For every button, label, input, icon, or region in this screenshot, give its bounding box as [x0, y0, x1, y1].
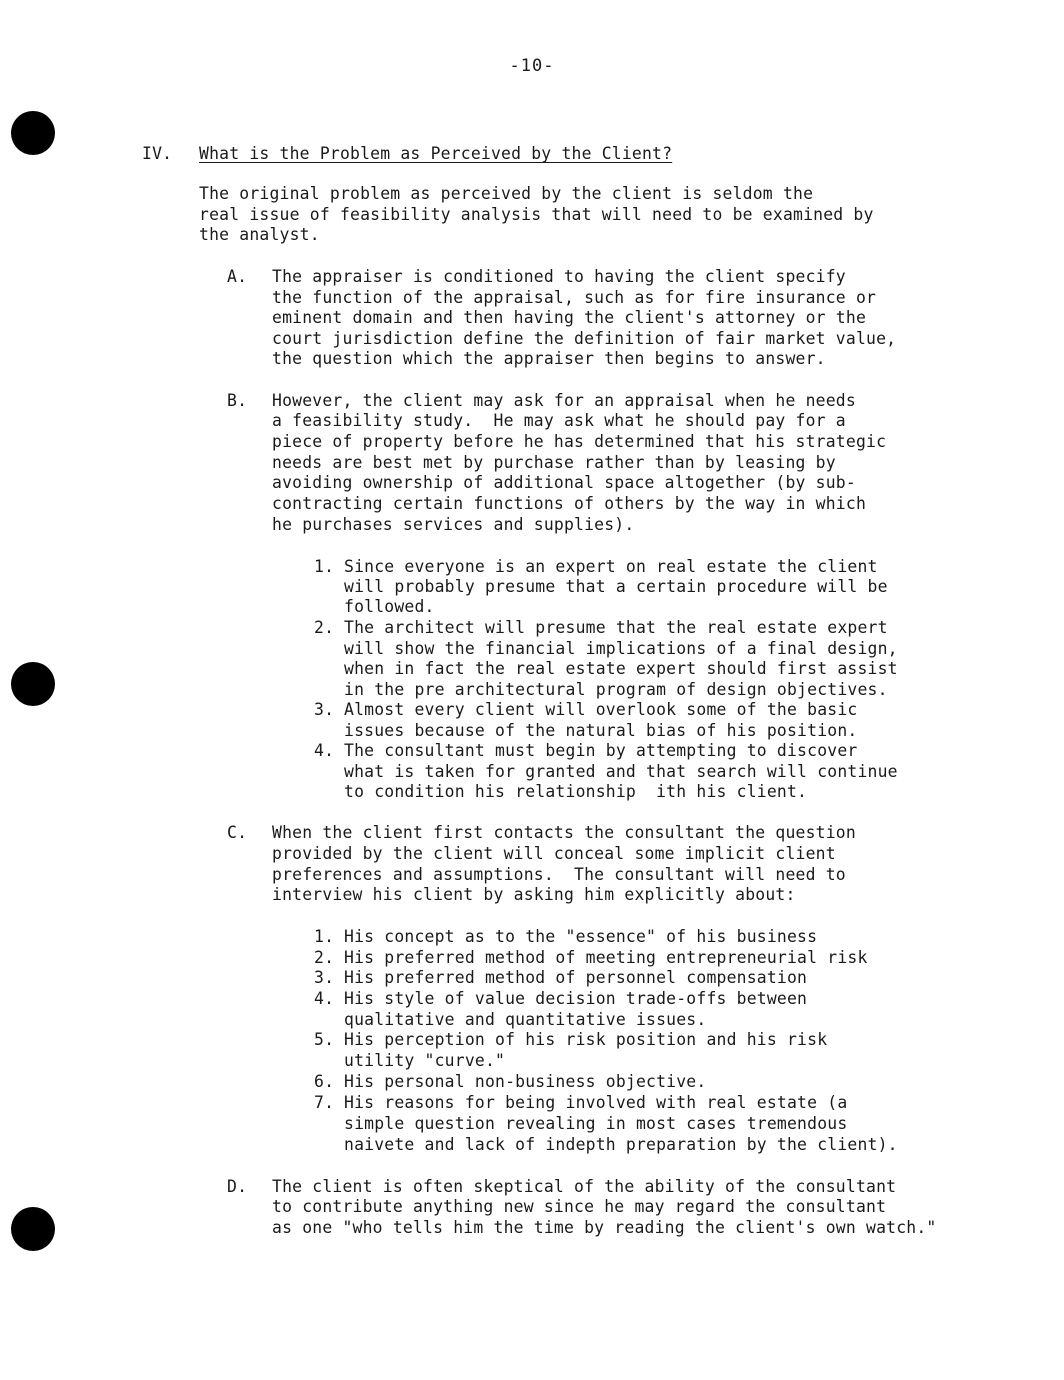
b-subitem-marker: 2. [314, 618, 335, 637]
intro-line: the analyst. [199, 225, 320, 244]
b-subitem-line: will probably presume that a certain procedure will be [344, 577, 888, 596]
section-numeral: IV. [142, 144, 173, 163]
b-subitem-marker: 1. [314, 557, 335, 576]
item-c-marker: C. [227, 823, 248, 842]
item-b-marker: B. [227, 391, 248, 410]
item-d-line: The client is often skeptical of the ability of the consultant [272, 1177, 897, 1196]
b-subitem-line: will show the financial implications of a final design, [344, 639, 898, 658]
item-b-line: a feasibility study. He may ask what he should pay for a [272, 411, 846, 430]
item-c-line: provided by the client will conceal some implicit client [272, 844, 836, 863]
punch-hole [11, 111, 55, 155]
c-subitem-marker: 4. [314, 989, 335, 1008]
item-a-marker: A. [227, 267, 248, 286]
c-subitem-line: His perception of his risk position and his risk [344, 1030, 828, 1049]
item-b-line: avoiding ownership of additional space altogether (by sub- [272, 473, 856, 492]
b-subitem-line: The consultant must begin by attempting to discover [344, 741, 858, 760]
item-a-line: The appraiser is conditioned to having the client specify [272, 267, 846, 286]
c-subitem-marker: 5. [314, 1030, 335, 1049]
c-subitem-line: His reasons for being involved with real estate (a [344, 1093, 848, 1112]
item-d-marker: D. [227, 1177, 248, 1196]
intro-line: real issue of feasibility analysis that will need to be examined by [199, 205, 874, 224]
c-subitem-line: qualitative and quantitative issues. [344, 1010, 707, 1029]
c-subitem-line: His preferred method of meeting entrepreneurial risk [344, 948, 868, 967]
item-b-line: he purchases services and supplies). [272, 515, 635, 534]
c-subitem-line: simple question revealing in most cases tremendous [344, 1114, 848, 1133]
b-subitem-line: Since everyone is an expert on real estate the client [344, 557, 878, 576]
punch-hole [11, 1207, 55, 1251]
b-subitem-line: issues because of the natural bias of his position. [344, 721, 858, 740]
c-subitem-line: His personal non-business objective. [344, 1072, 707, 1091]
item-a-line: the question which the appraiser then begins to answer. [272, 349, 826, 368]
b-subitem-marker: 4. [314, 741, 335, 760]
item-c-line: preferences and assumptions. The consultant will need to [272, 865, 846, 884]
b-subitem-line: to condition his relationship ith his client. [344, 782, 808, 801]
item-b-line: needs are best met by purchase rather than by leasing by [272, 453, 836, 472]
c-subitem-line: His preferred method of personnel compensation [344, 968, 808, 987]
b-subitem-line: what is taken for granted and that search will continue [344, 762, 898, 781]
c-subitem-line: His concept as to the "essence" of his business [344, 927, 818, 946]
b-subitem-line: followed. [344, 597, 435, 616]
item-a-line: the function of the appraisal, such as for fire insurance or [272, 288, 877, 307]
c-subitem-marker: 1. [314, 927, 335, 946]
c-subitem-marker: 3. [314, 968, 335, 987]
item-b-line: However, the client may ask for an appraisal when he needs [272, 391, 856, 410]
c-subitem-line: utility "curve." [344, 1051, 506, 1070]
section-title: What is the Problem as Perceived by the Client? [199, 144, 673, 163]
item-c-line: When the client first contacts the consultant the question [272, 823, 856, 842]
b-subitem-line: in the pre architectural program of design objectives. [344, 680, 888, 699]
intro-line: The original problem as perceived by the client is seldom the [199, 184, 814, 203]
b-subitem-line: The architect will presume that the real estate expert [344, 618, 888, 637]
item-d-line: as one "who tells him the time by reading the client's own watch." [272, 1218, 937, 1237]
item-d-line: to contribute anything new since he may regard the consultant [272, 1197, 887, 1216]
item-a-line: eminent domain and then having the client's attorney or the [272, 308, 867, 327]
item-a-line: court jurisdiction define the definition of fair market value, [272, 329, 897, 348]
c-subitem-marker: 7. [314, 1093, 335, 1112]
item-c-line: interview his client by asking him explicitly about: [272, 885, 796, 904]
c-subitem-line: naivete and lack of indepth preparation by the client). [344, 1135, 898, 1154]
page-number: -10- [509, 56, 555, 76]
c-subitem-marker: 6. [314, 1072, 335, 1091]
b-subitem-marker: 3. [314, 700, 335, 719]
c-subitem-marker: 2. [314, 948, 335, 967]
b-subitem-line: when in fact the real estate expert should first assist [344, 659, 898, 678]
item-b-line: piece of property before he has determined that his strategic [272, 432, 887, 451]
item-b-line: contracting certain functions of others by the way in which [272, 494, 867, 513]
punch-hole [11, 662, 55, 706]
b-subitem-line: Almost every client will overlook some of the basic [344, 700, 858, 719]
c-subitem-line: His style of value decision trade-offs between [344, 989, 808, 1008]
